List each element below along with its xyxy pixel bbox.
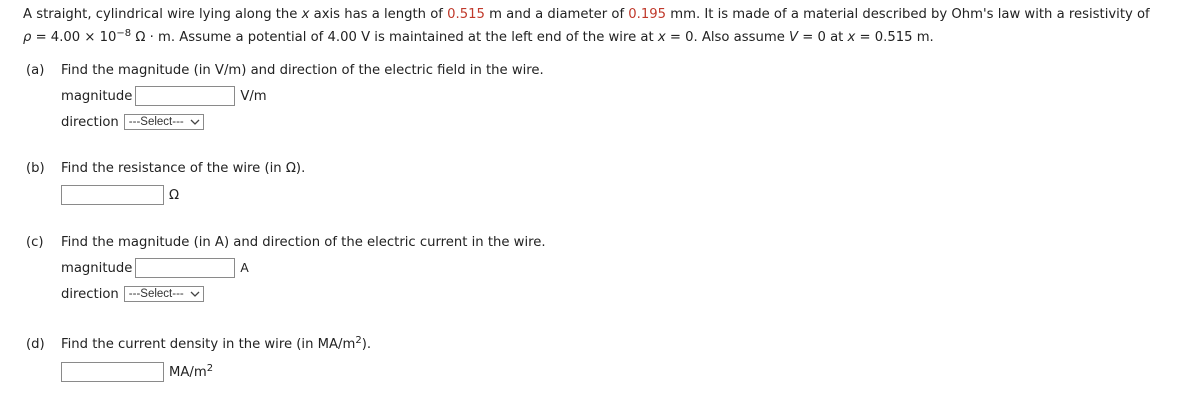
chevron-down-icon [190, 290, 200, 298]
unit-label: Ω [169, 187, 180, 203]
part-c-direction-row [61, 286, 204, 302]
resistivity-exponent: −8 [116, 28, 132, 39]
part-a-direction-row [61, 114, 204, 130]
part-c-magnitude-input[interactable] [135, 258, 235, 278]
unit-exponent: 2 [206, 362, 214, 374]
problem-line-1 [23, 7, 1150, 22]
part-b-question [26, 161, 305, 176]
part-c-question [26, 235, 546, 250]
exponent: 2 [355, 335, 362, 346]
problem-text: = 0 at [798, 30, 848, 45]
part-a-question [26, 63, 544, 78]
chevron-down-icon [190, 118, 200, 126]
part-label: (a) [26, 63, 45, 78]
magnitude-label: magnitude [61, 88, 133, 104]
v-variable: V [789, 30, 799, 45]
resistivity-value: = 4.00 × 10 [31, 30, 117, 45]
part-c-magnitude-row [61, 258, 249, 278]
direction-label: direction [61, 286, 119, 302]
part-c-direction-select[interactable] [124, 286, 204, 302]
part-label: (d) [26, 337, 45, 352]
problem-text: Ω · m. Assume a potential of 4.00 V is maintained at the left end of the wire at [131, 30, 658, 45]
question-text: Find the magnitude (in V/m) and direction of the electric field in the wire. [61, 63, 544, 78]
question-text: Find the magnitude (in A) and direction of the electric current in the wire. [61, 235, 546, 250]
part-a-magnitude-row [61, 86, 267, 106]
x-variable: x [847, 30, 856, 45]
question-text: Find the current density in the wire (in MA/m [61, 337, 356, 352]
problem-line-2 [23, 30, 934, 45]
unit-label [169, 362, 214, 380]
problem-text: m and a diameter of [484, 7, 629, 22]
select-value: ---Select--- [128, 288, 184, 300]
part-a-magnitude-input[interactable] [135, 86, 235, 106]
problem-text: A straight, cylindrical wire lying along the [23, 7, 302, 22]
x-variable: x [657, 30, 666, 45]
diameter-value: 0.195 [628, 7, 667, 22]
part-a-direction-select[interactable] [124, 114, 204, 130]
unit-base: MA/m [169, 364, 207, 380]
part-b-resistance-input[interactable] [61, 185, 164, 205]
part-b-answer-row [61, 185, 179, 205]
x-variable: x [301, 7, 310, 22]
part-label: (c) [26, 235, 44, 250]
direction-label: direction [61, 114, 119, 130]
problem-text: = 0.515 m. [855, 30, 934, 45]
unit-label: A [240, 261, 249, 275]
part-d-answer-row [61, 362, 213, 382]
question-text: ). [361, 337, 372, 352]
unit-label: V/m [240, 88, 267, 104]
part-d-question [26, 337, 371, 352]
part-d-current-density-input[interactable] [61, 362, 164, 382]
rho-symbol: ρ [23, 30, 32, 45]
magnitude-label: magnitude [61, 260, 133, 276]
problem-text: mm. It is made of a material described by Ohm's law with a resistivity of [666, 7, 1150, 22]
length-value: 0.515 [447, 7, 485, 22]
select-value: ---Select--- [128, 116, 184, 128]
part-label: (b) [26, 161, 45, 176]
problem-text: axis has a length of [309, 7, 448, 22]
problem-text: = 0. Also assume [665, 30, 790, 45]
question-text: Find the resistance of the wire (in Ω). [61, 161, 306, 176]
